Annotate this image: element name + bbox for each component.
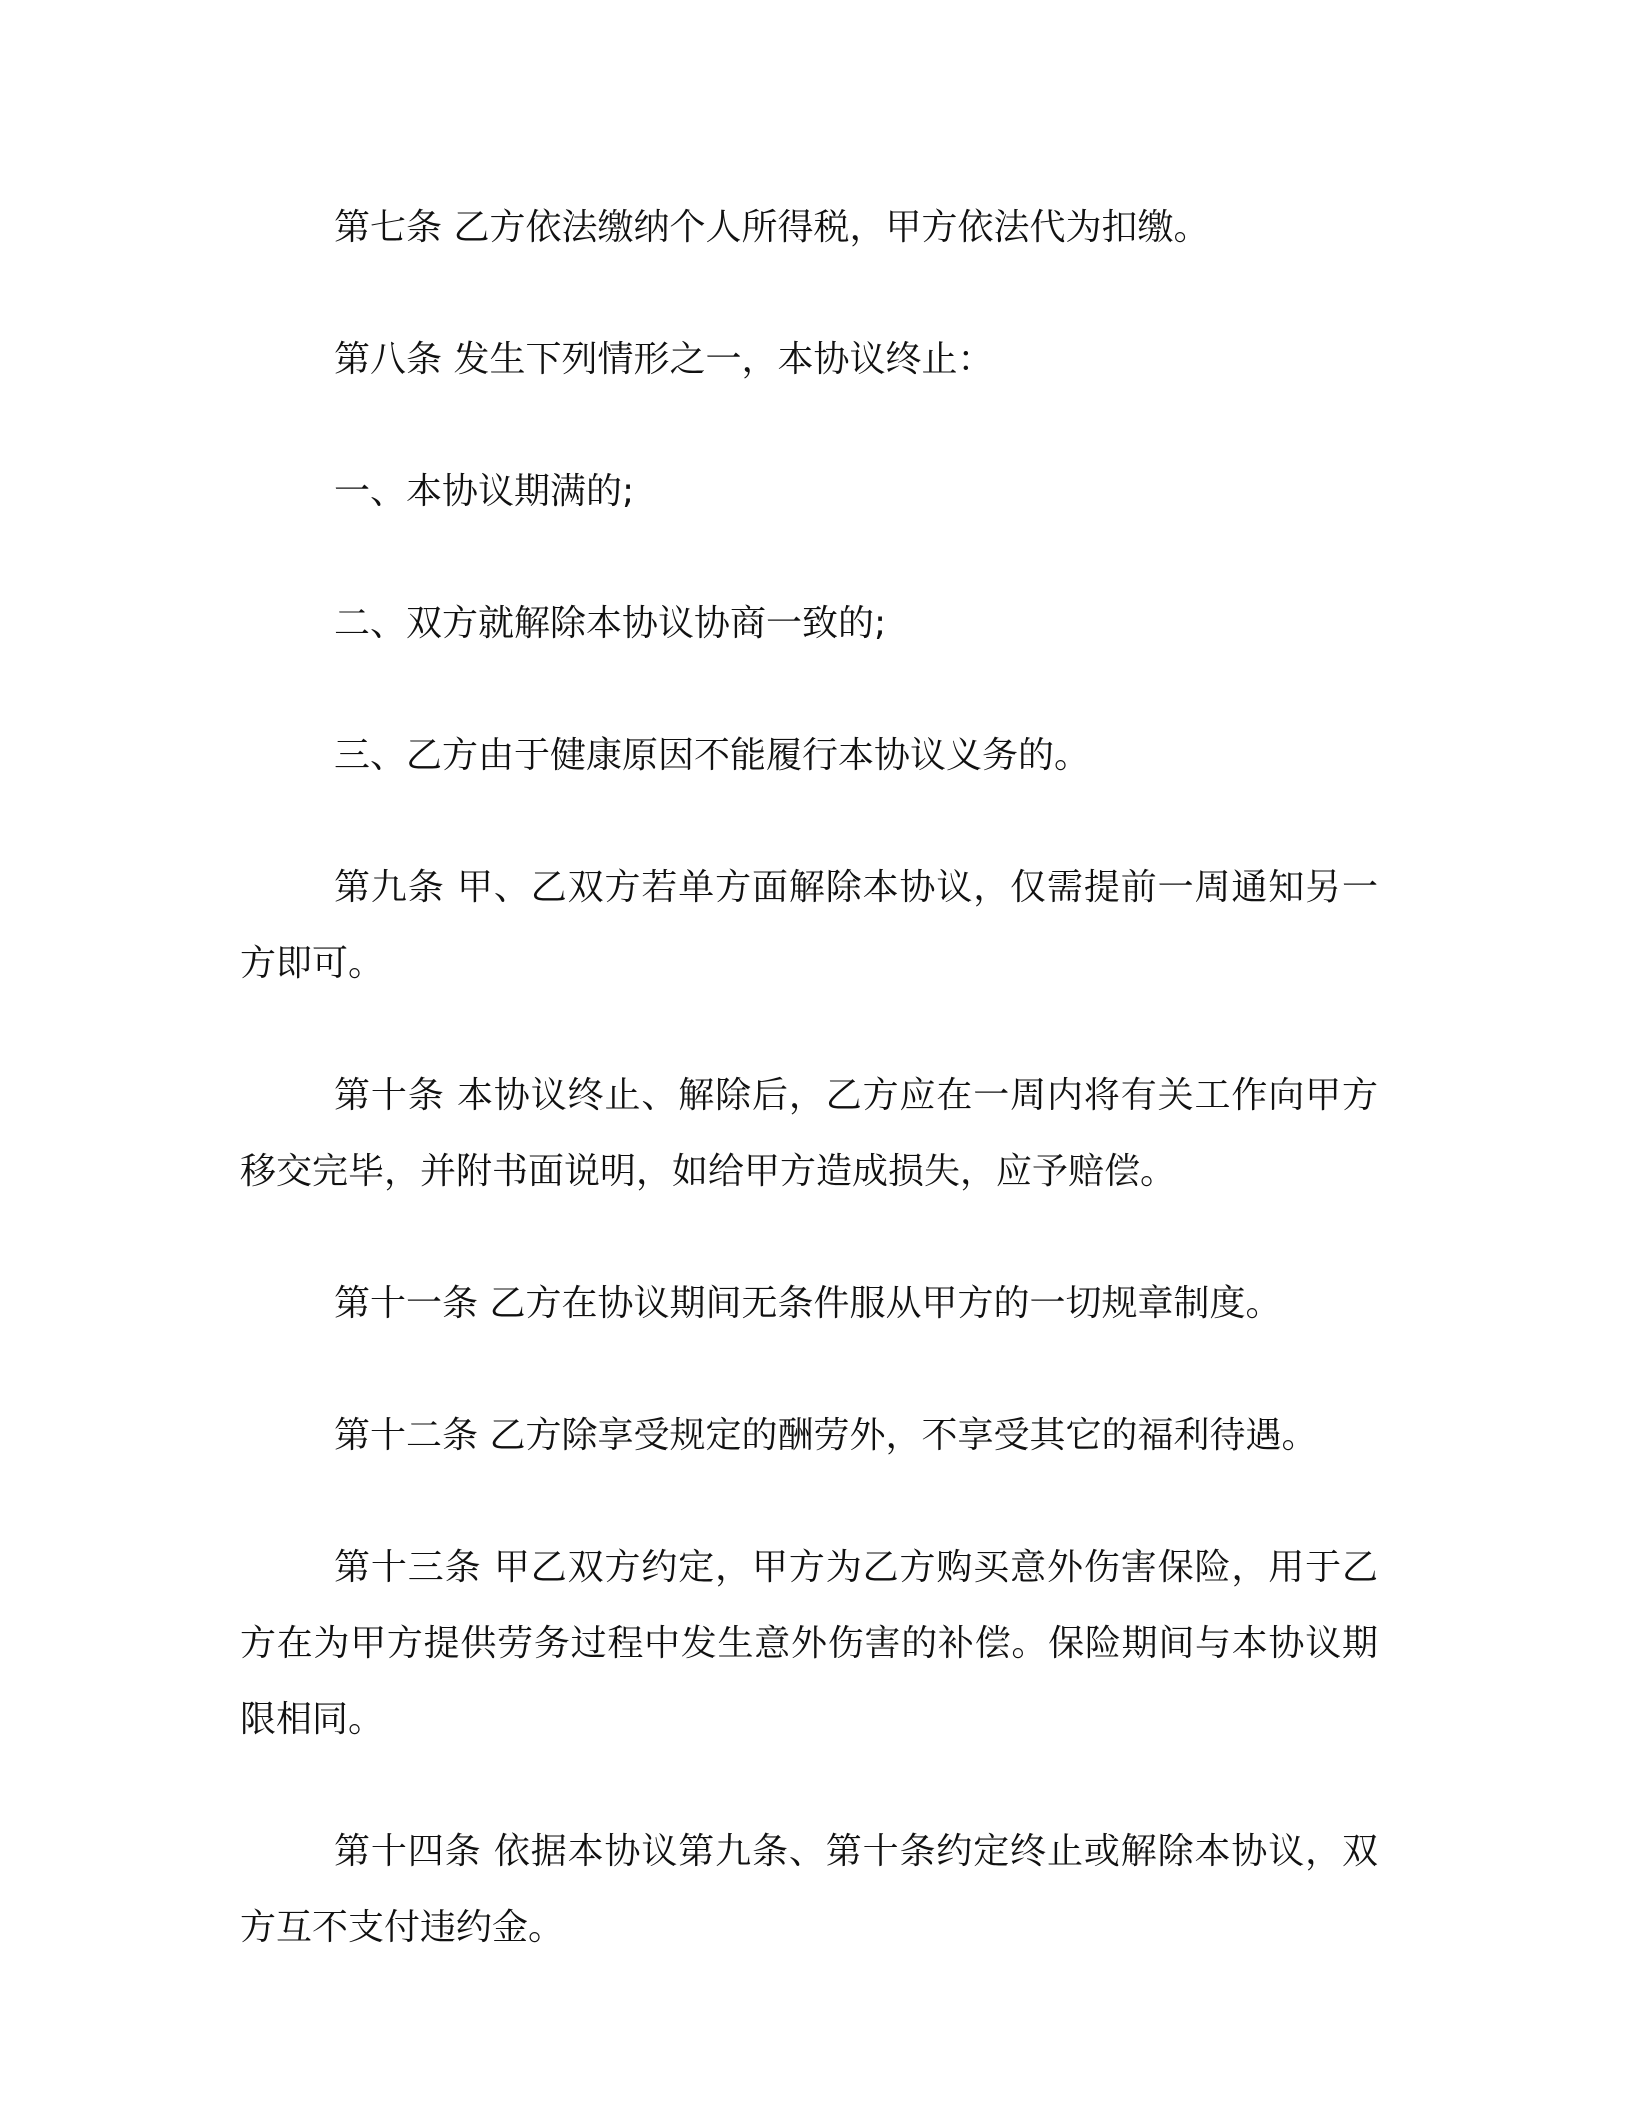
article-10-paragraph: 第十条 本协议终止、解除后，乙方应在一周内将有关工作向甲方移交完毕，并附书面说明，如给甲方造成损失，应予赔偿。 — [240, 1075, 1378, 1192]
article-8-item-2: 二、双方就解除本协议协商一致的; — [334, 603, 887, 644]
article-8-item-3: 三、乙方由于健康原因不能履行本协议义务的。 — [334, 735, 1091, 776]
article-13-paragraph: 第十三条 甲乙双方约定，甲方为乙方购买意外伤害保险，用于乙方在为甲方提供劳务过程中发生意外伤害的补偿。保险期间与本协议期限相同。 — [240, 1547, 1378, 1740]
article-8-paragraph: 第八条 发生下列情形之一，本协议终止： — [334, 339, 994, 380]
document-body — [240, 190, 1378, 2022]
article-9-paragraph: 第九条 甲、乙双方若单方面解除本协议，仅需提前一周通知另一方即可。 — [240, 867, 1378, 984]
article-11-paragraph: 第十一条 乙方在协议期间无条件服从甲方的一切规章制度。 — [334, 1283, 1282, 1324]
article-12-paragraph: 第十二条 乙方除享受规定的酬劳外，不享受其它的福利待遇。 — [334, 1415, 1318, 1456]
article-8-item-1: 一、本协议期满的; — [334, 471, 635, 512]
article-7-paragraph: 第七条 乙方依法缴纳个人所得税，甲方依法代为扣缴。 — [334, 207, 1210, 248]
article-14-paragraph: 第十四条 依据本协议第九条、第十条约定终止或解除本协议，双方互不支付违约金。 — [240, 1831, 1378, 1948]
